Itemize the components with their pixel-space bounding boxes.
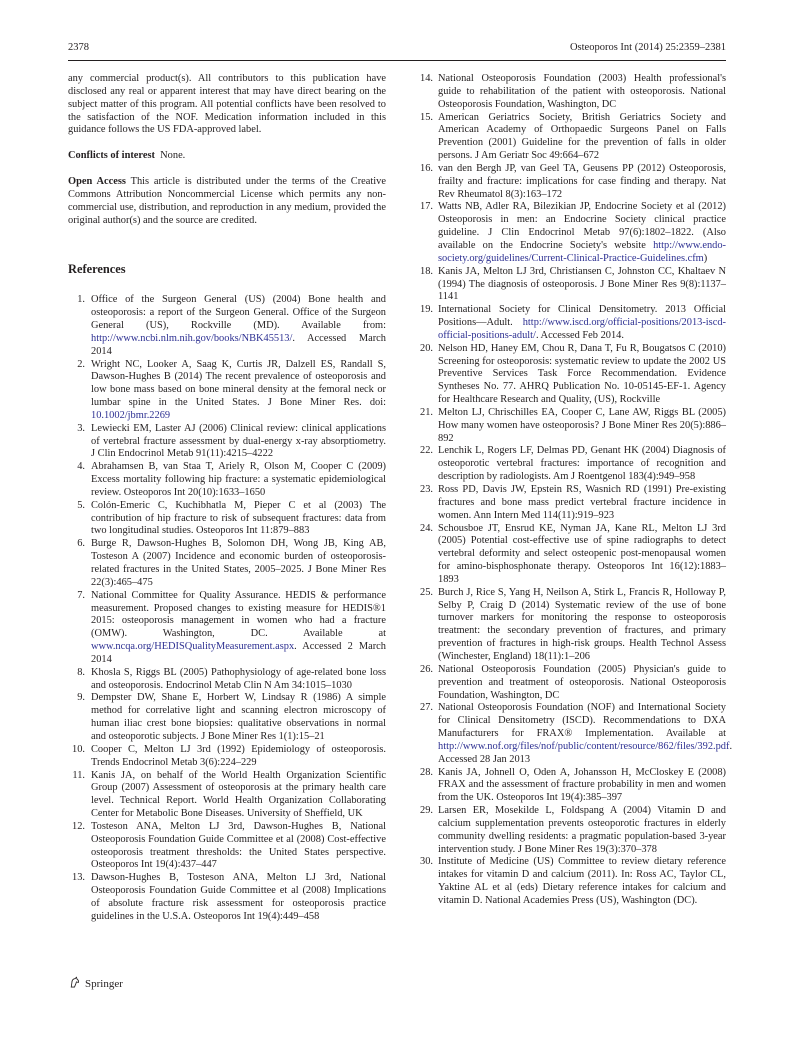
reference-number: 29. [420,805,433,817]
reference-item [416,343,726,407]
reference-item [68,692,386,743]
reference-number: 27. [420,702,433,714]
reference-item [68,590,386,667]
reference-number: 21. [420,406,433,418]
reference-item [68,821,386,872]
reference-list-right [416,73,733,908]
right-column [416,73,733,908]
reference-item [416,407,726,446]
springer-horse-icon [68,976,81,992]
reference-number: 28. [420,766,433,778]
reference-text-suffix: . Accessed March 2014 [91,332,386,357]
reference-number: 18. [420,265,433,277]
reference-item [68,667,386,693]
reference-number: 25. [420,586,433,598]
reference-number: 1. [77,294,85,306]
reference-text: Dempster DW, Shane E, Horbert W, Lindsay R (1986) A simple method for correlative light and scanning electron microscopy of human iliac crest bone biopsies: qualitative observations in normal and osteoporotic subjects. J Bone Miner Res 1(1):15–21 [91,692,386,742]
open-access-text: This article is distributed under the terms of the Creative Commons Attribution Noncommercial License which permits any non-commercial use, distribution, and reproduction in any medium, provided the original author(s) and the source are credited. [68,176,386,226]
reference-item [416,856,726,907]
reference-number: 14. [420,73,433,84]
reference-number: 26. [420,663,433,675]
reference-link[interactable]: http://www.iscd.org/official-positions/2013-iscd-official-positions-adult/ [438,317,726,341]
reference-link[interactable]: http://www.ncbi.nlm.nih.gov/books/NBK45513/ [91,332,293,344]
reference-text: National Osteoporosis Foundation (NOF) and International Society for Clinical Densitometry (ISCD). Recommendations to DXA Manufacturers for FRAX® Implementation. Available at [438,702,726,740]
reference-number: 22. [420,445,433,457]
reference-text: Melton LJ, Chrischilles EA, Cooper C, Lane AW, Riggs BL (2005) How many women have osteoporosis? J Bone Miner Res 20(5):886–892 [438,406,726,444]
reference-number: 16. [420,162,433,174]
left-column [68,73,386,924]
reference-text: National Committee for Quality Assurance. HEDIS & performance measurement. Proposed changes to existing measure for HEDIS®1 2015: osteoporosis management in women who had a fracture (OMW). Washington, DC. Available at [91,589,386,640]
reference-item [416,73,726,112]
reference-text: Watts NB, Adler RA, Bilezikian JP, Endocrine Society et al (2012) Osteoporosis in men: an Endocrine Society clinical practice guideline. J Clin Endocrinol Metab 97(6):1802–1822. (Also available on the Endocrine Society's website [438,201,726,251]
reference-text: Kanis JA, Johnell O, Oden A, Johansson H, McCloskey E (2008) FRAX and the assessment of fracture probability in men and women from the UK. Osteoporos Int 19(4):385–397 [438,766,726,804]
disclosure-paragraph: any commercial product(s). All contributors to this publication have disclosed any real or apparent interest that may have direct bearing on the subject matter of this program. All potential conflicts have been resolved to the satisfaction of the NOF. Medication information included in this guidance follows the US FDA-approved label. [68,73,386,136]
reference-text-suffix: ) [703,252,708,264]
reference-number: 30. [420,856,433,868]
reference-text: Dawson-Hughes B, Tosteson ANA, Melton LJ 3rd, National Osteoporosis Foundation Guide Committee et al (2008) Implications of absolute fracture risk assessment for osteoporosis practice guidelines in the U.S.A. Osteoporos Int 19(4):449–458 [91,872,386,922]
reference-number: 15. [420,111,433,123]
reference-text-suffix: . Accessed 28 Jan 2013 [438,740,733,765]
reference-item [68,461,386,500]
reference-text: van den Bergh JP, van Geel TA, Geusens PP (2012) Osteoporosis, frailty and fracture: implications for case finding and therapy. Nat Rev Rheumatol 8(3):163–172 [438,162,726,200]
reference-link[interactable]: http://www.endo-society.org/guidelines/Current-Clinical-Practice-Guidelines.cfm [438,239,726,264]
reference-text: Kanis JA, on behalf of the World Health Organization Scientific Group (2007) Assessment of osteoporosis at the primary health care level. Technical Report. World Health Organization Collaborating Center for Metabolic Bone Diseases. University of Sheffield, UK [91,769,386,820]
reference-text: Tosteson ANA, Melton LJ 3rd, Dawson-Hughes B, National Osteoporosis Foundation Guide Committee et al (2008) Cost-effective osteoporosis treatment thresholds: the United States perspective. Osteoporos Int 19(4):437–447 [91,820,386,871]
reference-list-left [68,294,386,923]
reference-number: 10. [72,743,85,755]
reference-text-suffix: . Accessed 2 March 2014 [91,641,386,665]
reference-number: 19. [420,304,433,316]
reference-item [416,304,726,343]
reference-item [416,702,733,766]
page-number: 2378 [68,42,89,53]
reference-number: 5. [77,499,85,511]
page-footer [68,976,123,992]
reference-item [416,767,726,806]
reference-item [416,112,726,163]
open-access-statement [68,176,386,227]
references-heading: References [68,262,126,277]
reference-text: Khosla S, Riggs BL (2005) Pathophysiology of age-related bone loss and osteoporosis. Endocrinol Metab Clin N Am 34:1015–1030 [91,666,386,691]
reference-number: 8. [77,666,85,678]
reference-text: Office of the Surgeon General (US) (2004) Bone health and osteoporosis: a report of the Surgeon General. Office of the Surgeon General (US), Rockville (MD). Available from: [91,294,386,331]
reference-item [416,266,726,305]
reference-item [68,538,386,589]
publisher-name: Springer [85,978,123,990]
reference-item [68,423,386,462]
reference-item [68,359,386,423]
reference-item [68,294,386,358]
journal-citation: Osteoporos Int (2014) 25:2359–2381 [569,42,726,53]
header-rule [68,60,726,61]
reference-text: Colón-Emeric C, Kuchibhatla M, Pieper C et al (2003) The contribution of hip fracture to risk of subsequent fractures: data from two longitudinal studies. Osteoporos Int 11:879–883 [91,499,386,537]
reference-link[interactable]: 10.1002/jbmr.2269 [91,409,171,421]
reference-number: 7. [77,589,85,601]
reference-text: Larsen ER, Mosekilde L, Foldspang A (2004) Vitamin D and calcium supplementation prevents osteoporotic fractures in elderly community dwelling residents: a pragmatic population-based 3-year intervention study. J Bone Miner Res 19(3):370–378 [438,805,726,855]
reference-number: 9. [77,692,85,704]
reference-text: Cooper C, Melton LJ 3rd (1992) Epidemiology of osteoporosis. Trends Endocrinol Metab 3(6):224–229 [91,743,386,768]
reference-number: 20. [420,342,433,354]
reference-item [416,201,726,265]
reference-link[interactable]: http://www.nof.org/files/nof/public/content/resource/862/files/392.pdf [438,740,730,752]
reference-text: American Geriatrics Society, British Geriatrics Society and American Academy of Orthopaedic Surgeons Panel on Falls Prevention (2001) Guideline for the prevention of falls in older persons. J Am Geriatr Soc 49:664–672 [438,111,726,162]
reference-text: Lenchik L, Rogers LF, Delmas PD, Genant HK (2004) Diagnosis of osteoporotic vertebral fractures: importance of recognition and description by radiologists. Am J Roentgenol 183(4):949–958 [438,445,726,483]
reference-number: 24. [420,522,433,534]
reference-item [416,805,726,856]
page-header [68,42,726,58]
reference-number: 13. [72,872,85,884]
reference-text: Kanis JA, Melton LJ 3rd, Christiansen C, Johnston CC, Khaltaev N (1994) The diagnosis of osteoporosis. J Bone Miner Res 9(8):1137–1141 [438,265,726,303]
reference-item [416,664,726,703]
reference-item [416,523,726,587]
reference-item [416,587,726,664]
reference-item [416,445,726,484]
reference-text-suffix: . Accessed Feb 2014. [535,329,624,341]
reference-item [68,770,386,821]
reference-text: Abrahamsen B, van Staa T, Ariely R, Olson M, Cooper C (2009) Excess mortality following hip fracture: a systematic epidemiological review. Osteoporos Int 20(10):1633–1650 [91,461,386,498]
reference-item [416,484,726,523]
reference-number: 17. [420,201,433,213]
reference-item [68,500,386,539]
reference-item [68,744,386,770]
reference-text: Nelson HD, Haney EM, Chou R, Dana T, Fu R, Bougatsos C (2010) Screening for osteoporosis: systematic review to update the 2002 US Preventive Services Task Force Recommendation. Evidence Syntheses No. 77. AHRQ Publication No. 10-05145-EF-1. Agency for Healthcare Research and Quality, (US), Rockville [438,342,726,406]
reference-number: 3. [77,422,85,434]
reference-item [416,163,726,202]
reference-number: 6. [77,538,85,550]
reference-item [68,872,386,923]
reference-text: Ross PD, Davis JW, Epstein RS, Wasnich RD (1991) Pre-existing fractures and bone mass predict vertebral fracture incidence in women. Ann Intern Med 114(11):919–923 [438,484,726,521]
reference-text: Burch J, Rice S, Yang H, Neilson A, Stirk L, Francis R, Holloway P, Selby P, Craig D (2014) Systematic review of the use of bone turnover markers for monitoring the response to osteoporosis treatment: the secondary prevention of fractures, and primary prevention of fractures in high-risk groups. Health Technol Assess (Winchester, England) 18(11):1–206 [438,586,726,662]
coi-text: None. [160,150,186,162]
reference-number: 23. [420,484,433,495]
reference-text: National Osteoporosis Foundation (2005) Physician's guide to prevention and treatment of osteoporosis. National Osteoporosis Foundation, Washington, DC [438,663,726,701]
reference-text: International Society for Clinical Densitometry. 2013 Official Positions—Adult. [438,304,726,329]
reference-number: 12. [72,820,85,832]
coi-label: Conflicts of interest [68,150,155,162]
reference-number: 11. [72,769,85,781]
reference-number: 4. [77,461,85,473]
reference-link[interactable]: www.ncqa.org/HEDISQualityMeasurement.aspx [91,641,295,653]
reference-number: 2. [77,358,85,370]
conflicts-of-interest [68,150,386,163]
open-access-label: Open Access [68,176,126,188]
reference-text: National Osteoporosis Foundation (2003) Health professional's guide to rehabilitation of the patient with osteoporosis. National Osteoporosis Foundation, Washington, DC [438,73,726,110]
reference-text: Schousboe JT, Ensrud KE, Nyman JA, Kane RL, Melton LJ 3rd (2005) Potential cost-effective use of spine radiographs to detect vertebral deformity and select osteopenic post-menopausal women for amino-bisphosphonate therapy. Osteoporos Int 16(12):1883–1893 [438,522,726,585]
reference-text: Wright NC, Looker A, Saag K, Curtis JR, Dalzell ES, Randall S, Dawson-Hughes B (2014) The recent prevalence of osteoporosis and low bone mass based on bone mineral density at the femoral neck or lumbar spine in the United States. J Bone Miner Res. doi: [91,358,386,409]
reference-text: Lewiecki EM, Laster AJ (2006) Clinical review: clinical applications of vertebral fracture assessment by dual-energy x-ray absorptiometry. J Clin Endocrinol Metab 91(11):4215–4222 [91,422,386,460]
reference-text: Burge R, Dawson-Hughes B, Solomon DH, Wong JB, King AB, Tosteson A (2007) Incidence and economic burden of osteoporosis-related fractures in the United States, 2005–2025. J Bone Miner Res 22(3):465–475 [91,538,386,588]
reference-text: Institute of Medicine (US) Committee to review dietary reference intakes for vitamin D and calcium (2011). In: Ross AC, Taylor CL, Yaktine AL et al (eds) Dietary reference intakes for calcium and vitamin D. National Academies Press (US), Washington (DC). [438,856,726,906]
